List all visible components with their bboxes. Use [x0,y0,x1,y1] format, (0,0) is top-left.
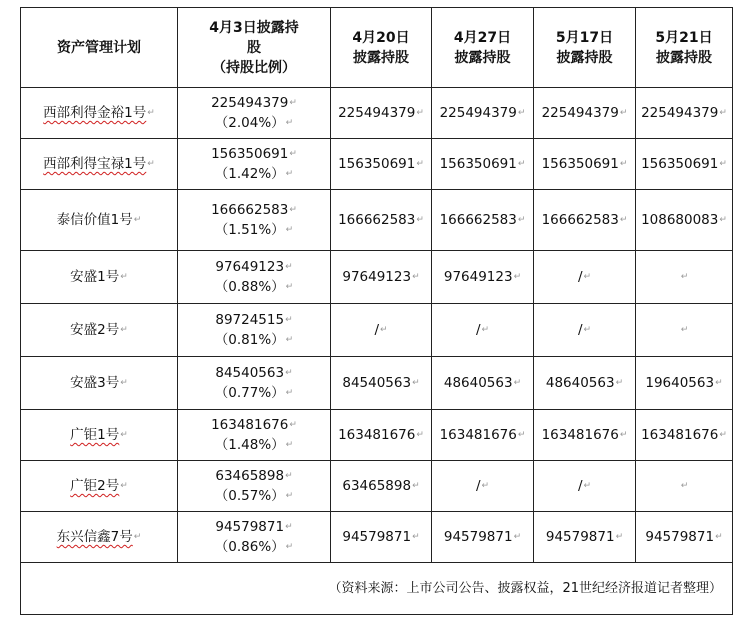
paragraph-mark: ↵ [513,532,522,542]
apr20-holding-cell: 156350691↵ [331,139,432,190]
header-plan: 资产管理计划 [21,8,178,88]
apr20-holding-cell: /↵ [331,304,432,357]
may17-holding-cell: 225494379↵ [534,88,636,139]
paragraph-mark: ↵ [615,532,624,542]
may21-holding-cell: 163481676↵ [636,410,733,461]
paragraph-mark: ↵ [583,481,592,491]
paragraph-mark: ↵ [412,532,420,542]
holdings-table-document [20,7,732,615]
paragraph-mark: ↵ [619,108,628,118]
plan-name-cell: 安盛2号↵ [21,304,178,357]
apr27-holding-cell: 225494379↵ [432,88,534,139]
table-row [21,190,733,251]
may17-holding-cell: 48640563↵ [534,357,636,410]
paragraph-mark: ↵ [285,522,293,532]
apr27-holding-cell: 156350691↵ [432,139,534,190]
paragraph-mark: ↵ [285,542,294,552]
table-row [21,139,733,190]
paragraph-mark: ↵ [680,272,689,282]
header-apr20: 4月20日 披露持股 [331,8,432,88]
apr3-holding-cell: 166662583↵ （1.51%）↵ [178,190,331,251]
apr3-holding-cell: 63465898↵ （0.57%）↵ [178,461,331,512]
may17-holding-cell: 94579871↵ [534,512,636,563]
paragraph-mark: ↵ [715,378,723,388]
table-row [21,410,733,461]
paragraph-mark: ↵ [285,169,294,179]
plan-name-cell: 广钜1号↵ [21,410,178,461]
paragraph-mark: ↵ [416,108,424,118]
paragraph-mark: ↵ [285,118,294,128]
plan-name-cell: 西部利得宝禄1号↵ [21,139,178,190]
apr27-holding-cell: 97649123↵ [432,251,534,304]
paragraph-mark: ↵ [120,430,128,440]
paragraph-mark: ↵ [133,215,142,225]
may21-holding-cell: 108680083↵ [636,190,733,251]
may21-holding-cell: 94579871↵ [636,512,733,563]
apr3-holding-cell: 97649123↵ （0.88%）↵ [178,251,331,304]
apr20-holding-cell: 225494379↵ [331,88,432,139]
apr27-holding-cell: 163481676↵ [432,410,534,461]
paragraph-mark: ↵ [147,108,155,118]
table-row [21,251,733,304]
plan-name-cell: 安盛3号↵ [21,357,178,410]
paragraph-mark: ↵ [513,378,522,388]
table-row [21,88,733,139]
paragraph-mark: ↵ [289,205,297,215]
paragraph-mark: ↵ [285,471,293,481]
paragraph-mark: ↵ [615,378,624,388]
table-row [21,512,733,563]
apr20-holding-cell: 63465898↵ [331,461,432,512]
apr20-holding-cell: 94579871↵ [331,512,432,563]
apr27-holding-cell: 94579871↵ [432,512,534,563]
apr3-holding-cell: 84540563↵ （0.77%）↵ [178,357,331,410]
apr27-holding-cell: 166662583↵ [432,190,534,251]
paragraph-mark: ↵ [719,215,727,225]
paragraph-mark: ↵ [285,335,294,345]
paragraph-mark: ↵ [416,430,424,440]
source-note: （资料来源：上市公司公告、披露权益，21世纪经济报道记者整理） [21,563,733,615]
may21-holding-cell [636,461,733,512]
apr20-holding-cell: 163481676↵ [331,410,432,461]
may17-holding-cell: 163481676↵ [534,410,636,461]
paragraph-mark: ↵ [481,481,490,491]
footer-row [21,563,733,615]
paragraph-mark: ↵ [481,325,490,335]
paragraph-mark: ↵ [619,215,628,225]
header-apr27: 4月27日 披露持股 [432,8,534,88]
header-apr3: 4月3日披露持 股 （持股比例） [178,8,331,88]
paragraph-mark: ↵ [680,481,689,491]
apr3-holding-cell: 89724515↵ （0.81%）↵ [178,304,331,357]
paragraph-mark: ↵ [719,108,727,118]
may17-holding-cell: 156350691↵ [534,139,636,190]
table-row [21,461,733,512]
paragraph-mark: ↵ [715,532,723,542]
header-may21: 5月21日 披露持股 [636,8,733,88]
paragraph-mark: ↵ [120,272,128,282]
paragraph-mark: ↵ [619,430,628,440]
paragraph-mark: ↵ [517,215,526,225]
plan-name-cell: 广钜2号↵ [21,461,178,512]
apr27-holding-cell: 48640563↵ [432,357,534,410]
header-may17: 5月17日 披露持股 [534,8,636,88]
paragraph-mark: ↵ [285,262,293,272]
paragraph-mark: ↵ [517,159,526,169]
table-row [21,304,733,357]
paragraph-mark: ↵ [517,430,526,440]
paragraph-mark: ↵ [120,325,128,335]
paragraph-mark: ↵ [285,491,294,501]
apr20-holding-cell: 84540563↵ [331,357,432,410]
may17-holding-cell: /↵ [534,304,636,357]
paragraph-mark: ↵ [719,159,727,169]
apr27-holding-cell: /↵ [432,461,534,512]
apr3-holding-cell: 94579871↵ （0.86%）↵ [178,512,331,563]
paragraph-mark: ↵ [120,378,128,388]
apr20-holding-cell: 97649123↵ [331,251,432,304]
apr27-holding-cell: /↵ [432,304,534,357]
paragraph-mark: ↵ [513,272,522,282]
plan-name-cell: 泰信价值1号↵ [21,190,178,251]
paragraph-mark: ↵ [285,282,294,292]
may21-holding-cell [636,251,733,304]
paragraph-mark: ↵ [147,159,155,169]
paragraph-mark: ↵ [412,378,420,388]
may21-holding-cell [636,304,733,357]
paragraph-mark: ↵ [583,272,592,282]
may17-holding-cell: /↵ [534,251,636,304]
paragraph-mark: ↵ [412,272,420,282]
paragraph-mark: ↵ [412,481,420,491]
apr3-holding-cell: 163481676↵ （1.48%）↵ [178,410,331,461]
header-row [21,8,733,88]
paragraph-mark: ↵ [133,532,142,542]
paragraph-mark: ↵ [517,108,526,118]
paragraph-mark: ↵ [416,159,424,169]
may21-holding-cell: 156350691↵ [636,139,733,190]
may17-holding-cell: /↵ [534,461,636,512]
paragraph-mark: ↵ [680,325,689,335]
plan-name-cell: 安盛1号↵ [21,251,178,304]
may21-holding-cell: 225494379↵ [636,88,733,139]
paragraph-mark: ↵ [289,149,297,159]
paragraph-mark: ↵ [285,315,293,325]
apr3-holding-cell: 156350691↵ （1.42%）↵ [178,139,331,190]
paragraph-mark: ↵ [285,440,294,450]
paragraph-mark: ↵ [416,215,424,225]
apr3-holding-cell: 225494379↵ （2.04%）↵ [178,88,331,139]
plan-name-cell: 西部利得金裕1号↵ [21,88,178,139]
may21-holding-cell: 19640563↵ [636,357,733,410]
plan-name-cell: 东兴信鑫7号↵ [21,512,178,563]
may17-holding-cell: 166662583↵ [534,190,636,251]
paragraph-mark: ↵ [619,159,628,169]
paragraph-mark: ↵ [120,481,128,491]
paragraph-mark: ↵ [289,98,297,108]
paragraph-mark: ↵ [380,325,388,335]
paragraph-mark: ↵ [285,225,294,235]
table-row [21,357,733,410]
apr20-holding-cell: 166662583↵ [331,190,432,251]
paragraph-mark: ↵ [285,368,293,378]
paragraph-mark: ↵ [285,388,294,398]
holdings-table [20,7,733,615]
paragraph-mark: ↵ [289,420,297,430]
paragraph-mark: ↵ [583,325,592,335]
paragraph-mark: ↵ [719,430,727,440]
